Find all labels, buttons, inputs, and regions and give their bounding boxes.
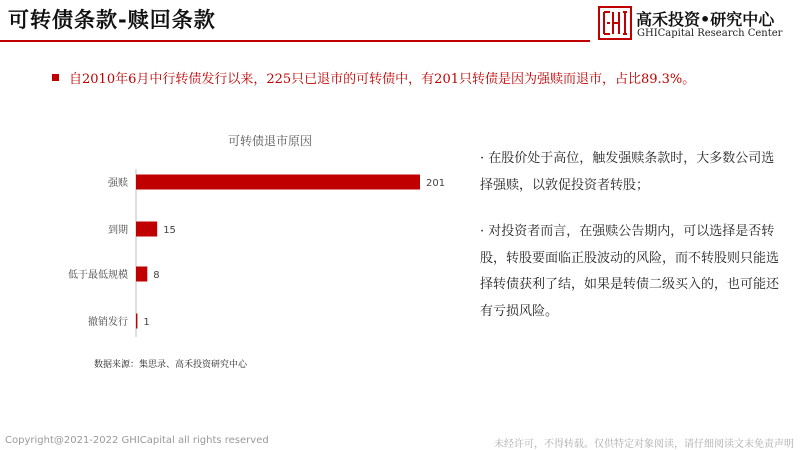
note-item: · 对投资者而言，在强赎公告期内，可以选择是否转股，转股要面临正股波动的风险，而不转股则只能选择转债获利了结，如果是转债二级买入的，也可能还有亏损风险。 [480, 224, 780, 319]
category-label: 强赎 [108, 178, 128, 189]
ghi-logo-icon [598, 6, 632, 40]
data-label: 1 [143, 317, 150, 328]
title-divider [0, 40, 590, 42]
bar-chart-svg [60, 125, 480, 375]
data-label: 15 [163, 225, 176, 236]
category-label: 到期 [108, 225, 128, 236]
chart-source: 数据来源：集思录、高禾投资研究中心 [94, 360, 248, 370]
bar [136, 222, 157, 237]
notes-block [480, 146, 780, 345]
logo-name: 高禾投资•研究中心 [636, 10, 775, 29]
category-label: 低于最低规模 [68, 270, 128, 281]
logo-subtitle: GHICapital Research Center [637, 28, 783, 39]
category-label: 撤销发行 [88, 317, 128, 328]
footer-copyright: Copyright@2021-2022 GHICapital all rights reserved [5, 435, 269, 446]
bar [136, 175, 420, 190]
summary-text: 自2010年6月中行转债发行以来，225只已退市的可转债中，有201只转债是因为强赎而退市，占比89.3%。 [69, 72, 696, 87]
data-label: 8 [153, 270, 160, 281]
bar [136, 314, 137, 329]
note-item: · 在股价处于高位，触发强赎条款时，大多数公司选择强赎，以敦促投资者转股； [480, 151, 775, 193]
bullet-square-icon [52, 74, 59, 81]
data-label: 201 [426, 178, 446, 189]
chart-title: 可转债退市原因 [227, 134, 313, 148]
page-title: 可转债条款-赎回条款 [8, 8, 216, 32]
footer-disclaimer: 未经许可，不得转载。仅供特定对象阅读，请仔细阅读文末免责声明 [494, 439, 794, 450]
company-logo [598, 3, 798, 43]
delisting-reason-chart [60, 125, 480, 375]
bar [136, 267, 147, 282]
